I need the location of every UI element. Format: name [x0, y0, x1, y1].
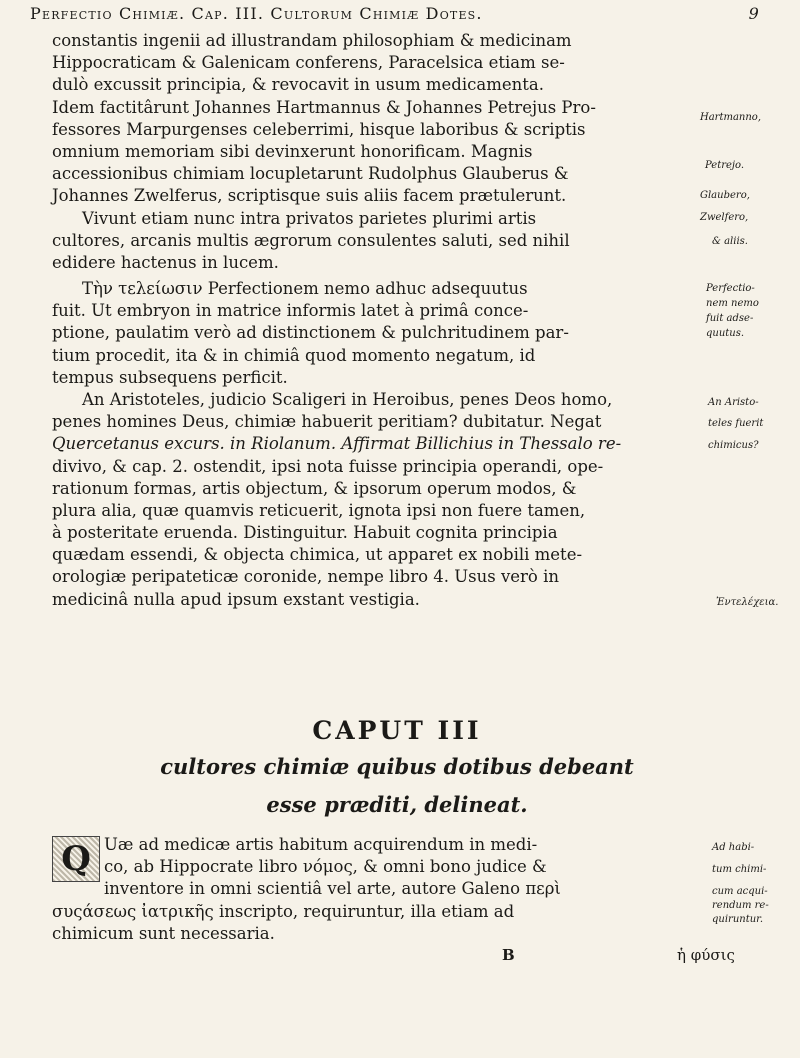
paragraph-3 [52, 834, 742, 945]
margin-note: tum chimi- [712, 864, 767, 875]
text-line: Quercetanus excurs. in Riolanum. Affirmat Billichius in Thessalo re- [52, 434, 622, 454]
drop-cap: Q [52, 836, 100, 882]
text-line: Idem factitârunt Johannes Hartmannus & Johannes Petrejus Pro- [52, 97, 596, 117]
margin-note: & aliis. [712, 236, 748, 247]
text-line: Τὴν τελείωσιν Perfectionem nemo adhuc adsequutus [82, 279, 528, 298]
text-line: constantis ingenii ad illustrandam philosophiam & medicinam [52, 31, 572, 50]
chapter-title-line-1: cultores chimiæ quibus dotibus debeant [160, 754, 634, 779]
margin-note: quutus. [706, 328, 745, 339]
text-line: à posteritate eruenda. Distinguitur. Habuit cognita principia [52, 523, 558, 543]
text-line: quædam essendi, & objecta chimica, ut apparet ex nobili mete- [52, 545, 583, 565]
running-head-title: Perfectio Chimiæ. Cap. III. Cultorum Chimiæ Dotes. [30, 4, 483, 23]
text-line: plura alia, quæ quamvis reticuerit, ignota ipsi non fuere tamen, [52, 500, 586, 520]
text-line: omnium memoriam sibi devinxerunt honorificam. Magnis [52, 141, 533, 161]
margin-note: rendum re- [712, 900, 769, 911]
text-line: συςάσεως ἰατρικῆς inscripto, requiruntur, illa etiam ad [52, 901, 515, 921]
chapter-title-line-2: esse præditi, delineat. [266, 792, 528, 817]
paragraph-2 [52, 278, 745, 611]
margin-note: Petrejo. [705, 160, 745, 171]
text-line: Vivunt etiam nunc intra privatos parietes plurimi artis [82, 208, 537, 228]
running-head [30, 4, 770, 23]
margin-note: chimicus? [708, 440, 759, 451]
margin-note: Glaubero, [700, 190, 750, 201]
text-line: fessores Marpurgenses celeberrimi, hisque laboribus & scriptis [52, 119, 586, 139]
page-number: 9 [748, 4, 760, 23]
text-line: chimicum sunt necessaria. [52, 923, 275, 943]
text-line: Uæ ad medicæ artis habitum acquirendum in medi- [104, 835, 538, 854]
text-line: edidere hactenus in lucem. [52, 252, 279, 272]
margin-note: teles fuerit [708, 418, 764, 429]
margin-note: Ad habi- [712, 842, 755, 853]
margin-note: Zwelfero, [700, 212, 749, 223]
text-line: divivo, & cap. 2. ostendit, ipsi nota fuisse principia operandi, ope- [52, 456, 604, 476]
text-line: co, ab Hippocrate libro νόμος, & omni bono judice & [104, 857, 547, 877]
text-line: tempus subsequens perficit. [52, 367, 288, 387]
margin-note: fuit adse- [706, 313, 754, 324]
text-line: Hippocraticam & Galenicam conferens, Paracelsica etiam se- [52, 53, 565, 73]
margin-note: Hartmanno, [700, 112, 762, 123]
text-line: rationum formas, artis objectum, & ipsorum operum modos, & [52, 478, 577, 498]
text-line: tium procedit, ita & in chimiâ quod momento negatum, id [52, 345, 536, 365]
paragraph-1 [52, 30, 745, 274]
catchword: ἡ φύσις [677, 946, 735, 964]
text-line: penes homines Deus, chimiæ habuerit peritiam? dubitatur. Negat [52, 412, 602, 432]
chapter-label: CAPUT III [312, 716, 482, 745]
signature-mark: B [502, 946, 515, 964]
margin-note: Perfectio- [706, 283, 755, 294]
text-line: accessionibus chimiam locupletarunt Rudolphus Glauberus & [52, 164, 569, 184]
margin-note: quiruntur. [712, 914, 764, 925]
text-line: dulò excussit principia, & revocavit in usum medicamenta. [52, 75, 544, 95]
margin-note: Ἐντελέχεια. [716, 597, 779, 608]
text-line: orologiæ peripateticæ coronide, nempe libro 4. Usus verò in [52, 567, 560, 587]
margin-note: cum acqui- [712, 886, 768, 897]
text-line: medicinâ nulla apud ipsum exstant vestigia. [52, 589, 420, 609]
text-line: cultores, arcanis multis ægrorum consulentes saluti, sed nihil [52, 230, 570, 250]
margin-note: An Aristo- [708, 397, 759, 408]
text-line: ptione, paulatim verò ad distinctionem & pulchritudinem par- [52, 323, 569, 343]
text-line: An Aristoteles, judicio Scaligeri in Heroibus, penes Deos homo, [82, 389, 613, 409]
text-line: Johannes Zwelferus, scriptisque suis aliis facem prætulerunt. [52, 186, 567, 206]
text-line: inventore in omni scientiâ vel arte, autore Galeno περὶ [104, 879, 561, 899]
text-line: fuit. Ut embryon in matrice informis latet à primâ conce- [52, 301, 529, 321]
margin-note: nem nemo [706, 298, 759, 309]
